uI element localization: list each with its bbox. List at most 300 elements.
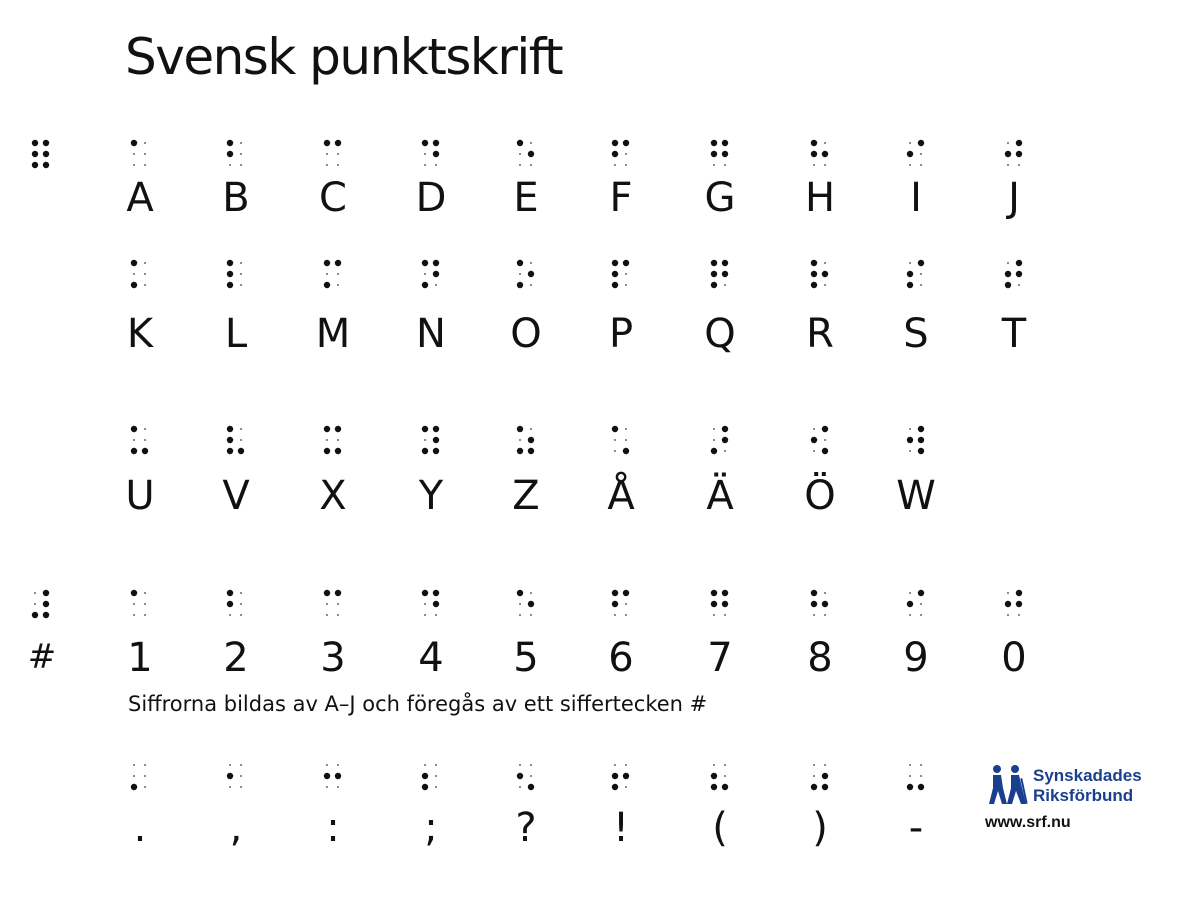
raised-dot [131, 590, 137, 596]
braille-cell-label: P [608, 311, 634, 357]
braille-dots [129, 138, 151, 172]
raised-dot [612, 151, 618, 157]
braille-dots [225, 588, 247, 622]
braille-cell [591, 424, 651, 458]
empty-dot [240, 439, 242, 441]
raised-dot [722, 601, 728, 607]
empty-dot [435, 764, 437, 766]
braille-dots [515, 588, 537, 622]
empty-dot [625, 164, 627, 166]
raised-dot [131, 426, 137, 432]
raised-dot [918, 448, 924, 454]
empty-dot [240, 428, 242, 430]
empty-dot [813, 428, 815, 430]
empty-dot [724, 775, 726, 777]
braille-dots [709, 760, 731, 794]
braille-cell [496, 424, 556, 458]
empty-dot [133, 273, 135, 275]
empty-dot [229, 764, 231, 766]
raised-dot [528, 437, 534, 443]
empty-dot [326, 273, 328, 275]
braille-dots [225, 138, 247, 172]
braille-dots [322, 258, 344, 292]
capital-sign-cell [30, 138, 52, 176]
braille-cell-label: 8 [807, 635, 833, 681]
braille-cell-label: W [896, 473, 936, 519]
empty-dot [813, 775, 815, 777]
empty-dot [240, 764, 242, 766]
raised-dot [612, 601, 618, 607]
empty-dot [909, 764, 911, 766]
raised-dot [711, 773, 717, 779]
raised-dot [907, 271, 913, 277]
braille-dots [610, 258, 632, 292]
braille-cell-label: 2 [223, 635, 249, 681]
raised-dot [433, 601, 439, 607]
braille-dots [905, 138, 927, 172]
raised-dot [324, 448, 330, 454]
empty-dot [133, 775, 135, 777]
empty-dot [824, 142, 826, 144]
raised-dot [1016, 151, 1022, 157]
empty-dot [724, 764, 726, 766]
raised-dot [422, 426, 428, 432]
raised-dot [811, 601, 817, 607]
braille-dots [322, 138, 344, 172]
empty-dot [326, 603, 328, 605]
raised-dot [517, 282, 523, 288]
raised-dot [722, 151, 728, 157]
empty-dot [229, 786, 231, 788]
raised-dot [811, 151, 817, 157]
raised-dot [623, 590, 629, 596]
braille-cell-label: 7 [707, 635, 733, 681]
braille-cell-label: H [804, 175, 836, 221]
empty-dot [1007, 142, 1009, 144]
empty-dot [326, 439, 328, 441]
braille-cell [496, 760, 556, 794]
empty-dot [240, 603, 242, 605]
empty-dot [337, 614, 339, 616]
empty-dot [144, 603, 146, 605]
empty-dot [144, 142, 146, 144]
raised-dot [227, 140, 233, 146]
braille-cell-label: Q [704, 311, 736, 357]
braille-dots [709, 258, 731, 292]
raised-dot [433, 140, 439, 146]
empty-dot [813, 164, 815, 166]
raised-dot [131, 140, 137, 146]
raised-dot [227, 448, 233, 454]
raised-dot [623, 773, 629, 779]
empty-dot [424, 764, 426, 766]
raised-dot [227, 426, 233, 432]
braille-cell-label: Ö [804, 473, 836, 519]
raised-dot [822, 426, 828, 432]
raised-dot [335, 773, 341, 779]
raised-dot [131, 282, 137, 288]
empty-dot [713, 164, 715, 166]
braille-cell [984, 588, 1044, 622]
raised-dot [422, 260, 428, 266]
raised-dot [722, 590, 728, 596]
empty-dot [909, 592, 911, 594]
empty-dot [133, 439, 135, 441]
empty-dot [625, 428, 627, 430]
empty-dot [614, 450, 616, 452]
raised-dot [918, 260, 924, 266]
empty-dot [519, 786, 521, 788]
empty-dot [824, 764, 826, 766]
empty-dot [326, 153, 328, 155]
braille-cell [886, 138, 946, 172]
raised-dot [43, 162, 49, 168]
braille-cell [206, 424, 266, 458]
empty-dot [909, 164, 911, 166]
empty-dot [519, 273, 521, 275]
raised-dot [918, 437, 924, 443]
raised-dot [227, 437, 233, 443]
raised-dot [517, 448, 523, 454]
number-sign-cell [30, 588, 52, 626]
braille-cell [886, 760, 946, 794]
logo-name-line2: Riksförbund [1033, 786, 1134, 805]
empty-dot [424, 439, 426, 441]
raised-dot [32, 151, 38, 157]
empty-dot [530, 614, 532, 616]
raised-dot [433, 151, 439, 157]
braille-cell-label: 3 [320, 635, 346, 681]
raised-dot [32, 612, 38, 618]
empty-dot [144, 164, 146, 166]
braille-cell [790, 424, 850, 458]
raised-dot [722, 140, 728, 146]
braille-cell-label: J [1008, 175, 1020, 221]
empty-dot [240, 614, 242, 616]
empty-dot [337, 786, 339, 788]
empty-dot [909, 262, 911, 264]
raised-dot [711, 271, 717, 277]
raised-dot [43, 151, 49, 157]
raised-dot [612, 282, 618, 288]
empty-dot [530, 164, 532, 166]
empty-dot [530, 775, 532, 777]
raised-dot [238, 448, 244, 454]
empty-dot [435, 164, 437, 166]
raised-dot [422, 590, 428, 596]
empty-dot [920, 284, 922, 286]
braille-dots [809, 138, 831, 172]
braille-cell [401, 138, 461, 172]
raised-dot [32, 140, 38, 146]
empty-dot [424, 603, 426, 605]
braille-cell [690, 138, 750, 172]
raised-dot [528, 448, 534, 454]
raised-dot [324, 282, 330, 288]
braille-cell [984, 138, 1044, 172]
braille-cell [591, 760, 651, 794]
raised-dot [711, 260, 717, 266]
braille-cell [591, 258, 651, 292]
raised-dot [612, 590, 618, 596]
raised-dot [811, 271, 817, 277]
raised-dot [722, 784, 728, 790]
empty-dot [144, 153, 146, 155]
braille-cell [110, 424, 170, 458]
empty-dot [625, 153, 627, 155]
raised-dot [517, 590, 523, 596]
braille-cell [206, 138, 266, 172]
braille-dots [225, 258, 247, 292]
braille-dots [905, 760, 927, 794]
empty-dot [144, 764, 146, 766]
empty-dot [240, 142, 242, 144]
empty-dot [625, 603, 627, 605]
empty-dot [337, 284, 339, 286]
empty-dot [530, 142, 532, 144]
braille-cell-label: M [315, 311, 351, 357]
braille-cell-label: C [319, 175, 347, 221]
braille-cell-label: K [126, 311, 154, 357]
raised-dot [612, 773, 618, 779]
empty-dot [133, 603, 135, 605]
empty-dot [625, 614, 627, 616]
raised-dot [227, 282, 233, 288]
braille-cell-label: Y [418, 473, 444, 519]
braille-cell [984, 258, 1044, 292]
braille-cell-label: F [609, 175, 633, 221]
braille-dots [515, 258, 537, 292]
empty-dot [530, 284, 532, 286]
empty-dot [909, 775, 911, 777]
braille-cell-label: 4 [418, 635, 444, 681]
braille-cell-label: , [229, 805, 243, 851]
empty-dot [229, 164, 231, 166]
empty-dot [519, 439, 521, 441]
raised-dot [1005, 282, 1011, 288]
braille-cell-label: 1 [127, 635, 153, 681]
raised-dot [918, 426, 924, 432]
braille-cell-label: - [908, 805, 924, 851]
raised-dot [227, 590, 233, 596]
empty-dot [326, 614, 328, 616]
braille-dots [129, 258, 151, 292]
braille-cell-label: U [125, 473, 155, 519]
braille-cell [303, 424, 363, 458]
empty-dot [724, 284, 726, 286]
braille-dots [1003, 258, 1025, 292]
braille-cell-label: ? [515, 805, 537, 851]
empty-dot [530, 764, 532, 766]
empty-dot [337, 164, 339, 166]
raised-dot [612, 271, 618, 277]
empty-dot [909, 450, 911, 452]
braille-dots [610, 760, 632, 794]
empty-dot [713, 614, 715, 616]
braille-cell [401, 760, 461, 794]
braille-cell-label: Å [607, 473, 635, 519]
raised-dot [711, 151, 717, 157]
empty-dot [920, 273, 922, 275]
raised-dot [711, 140, 717, 146]
raised-dot [1016, 271, 1022, 277]
braille-cell [303, 138, 363, 172]
raised-dot [623, 140, 629, 146]
braille-cell-label: X [319, 473, 347, 519]
empty-dot [435, 786, 437, 788]
raised-dot [811, 437, 817, 443]
empty-dot [614, 164, 616, 166]
raised-dot [422, 282, 428, 288]
braille-cell [886, 588, 946, 622]
braille-cell [110, 258, 170, 292]
raised-dot [422, 140, 428, 146]
raised-dot [811, 140, 817, 146]
braille-cell-label: N [416, 311, 446, 357]
empty-dot [625, 284, 627, 286]
empty-dot [1007, 262, 1009, 264]
raised-dot [822, 151, 828, 157]
braille-dots [225, 760, 247, 794]
braille-cell-label: ! [612, 805, 630, 851]
empty-dot [1007, 614, 1009, 616]
braille-cell-label: O [510, 311, 542, 357]
braille-cell [110, 760, 170, 794]
braille-cell-label: L [224, 311, 248, 357]
empty-dot [1018, 164, 1020, 166]
braille-dots [809, 760, 831, 794]
empty-dot [920, 603, 922, 605]
empty-dot [1007, 164, 1009, 166]
raised-dot [131, 784, 137, 790]
empty-dot [909, 614, 911, 616]
braille-dots [515, 760, 537, 794]
empty-dot [824, 164, 826, 166]
raised-dot [918, 784, 924, 790]
braille-cell-label: 5 [513, 635, 539, 681]
braille-cell [591, 138, 651, 172]
empty-dot [34, 603, 36, 605]
raised-dot [324, 260, 330, 266]
page-title: Svensk punktskrift [125, 28, 563, 86]
raised-dot [711, 601, 717, 607]
empty-dot [240, 262, 242, 264]
braille-dots [30, 138, 52, 172]
braille-cell-label: S [903, 311, 929, 357]
empty-dot [1018, 284, 1020, 286]
empty-dot [144, 786, 146, 788]
raised-dot [822, 784, 828, 790]
empty-dot [813, 764, 815, 766]
empty-dot [920, 153, 922, 155]
empty-dot [229, 614, 231, 616]
empty-dot [337, 764, 339, 766]
raised-dot [433, 437, 439, 443]
raised-dot [711, 282, 717, 288]
empty-dot [240, 273, 242, 275]
empty-dot [435, 775, 437, 777]
braille-dots [129, 424, 151, 458]
raised-dot [1005, 601, 1011, 607]
empty-dot [133, 764, 135, 766]
raised-dot [623, 260, 629, 266]
empty-dot [133, 614, 135, 616]
braille-cell-label: B [222, 175, 250, 221]
raised-dot [822, 601, 828, 607]
raised-dot [907, 437, 913, 443]
braille-cell-label: 0 [1001, 635, 1027, 681]
raised-dot [335, 260, 341, 266]
braille-cell-label: ; [424, 805, 438, 851]
raised-dot [811, 784, 817, 790]
braille-dots [1003, 138, 1025, 172]
empty-dot [920, 775, 922, 777]
braille-cell [206, 258, 266, 292]
braille-dots [420, 138, 442, 172]
braille-cell [303, 588, 363, 622]
empty-dot [614, 439, 616, 441]
empty-dot [144, 592, 146, 594]
braille-dots [225, 424, 247, 458]
braille-cell-label: T [1001, 311, 1027, 357]
empty-dot [337, 273, 339, 275]
braille-dots [420, 760, 442, 794]
digits-note: Siffrorna bildas av A–J och föregås av ett siffertecken # [128, 692, 708, 716]
empty-dot [519, 153, 521, 155]
empty-dot [625, 273, 627, 275]
raised-dot [131, 260, 137, 266]
braille-dots [610, 424, 632, 458]
raised-dot [324, 140, 330, 146]
empty-dot [240, 786, 242, 788]
empty-dot [144, 262, 146, 264]
braille-cell [690, 424, 750, 458]
braille-dots [420, 424, 442, 458]
raised-dot [612, 260, 618, 266]
braille-cell [496, 258, 556, 292]
raised-dot [811, 282, 817, 288]
empty-dot [133, 164, 135, 166]
empty-dot [614, 614, 616, 616]
raised-dot [528, 151, 534, 157]
braille-cell-label: I [910, 175, 922, 221]
braille-cell-label: G [704, 175, 736, 221]
raised-dot [227, 260, 233, 266]
raised-dot [517, 426, 523, 432]
empty-dot [326, 164, 328, 166]
braille-cell [401, 588, 461, 622]
braille-cell [303, 760, 363, 794]
raised-dot [517, 773, 523, 779]
empty-dot [824, 262, 826, 264]
braille-dots [515, 138, 537, 172]
raised-dot [722, 437, 728, 443]
raised-dot [907, 784, 913, 790]
raised-dot [335, 426, 341, 432]
empty-dot [144, 439, 146, 441]
braille-dots [809, 258, 831, 292]
empty-dot [713, 764, 715, 766]
raised-dot [433, 260, 439, 266]
empty-dot [1007, 592, 1009, 594]
raised-dot [517, 140, 523, 146]
empty-dot [326, 764, 328, 766]
raised-dot [722, 271, 728, 277]
raised-dot [227, 601, 233, 607]
braille-cell [496, 588, 556, 622]
raised-dot [907, 601, 913, 607]
braille-dots [610, 138, 632, 172]
